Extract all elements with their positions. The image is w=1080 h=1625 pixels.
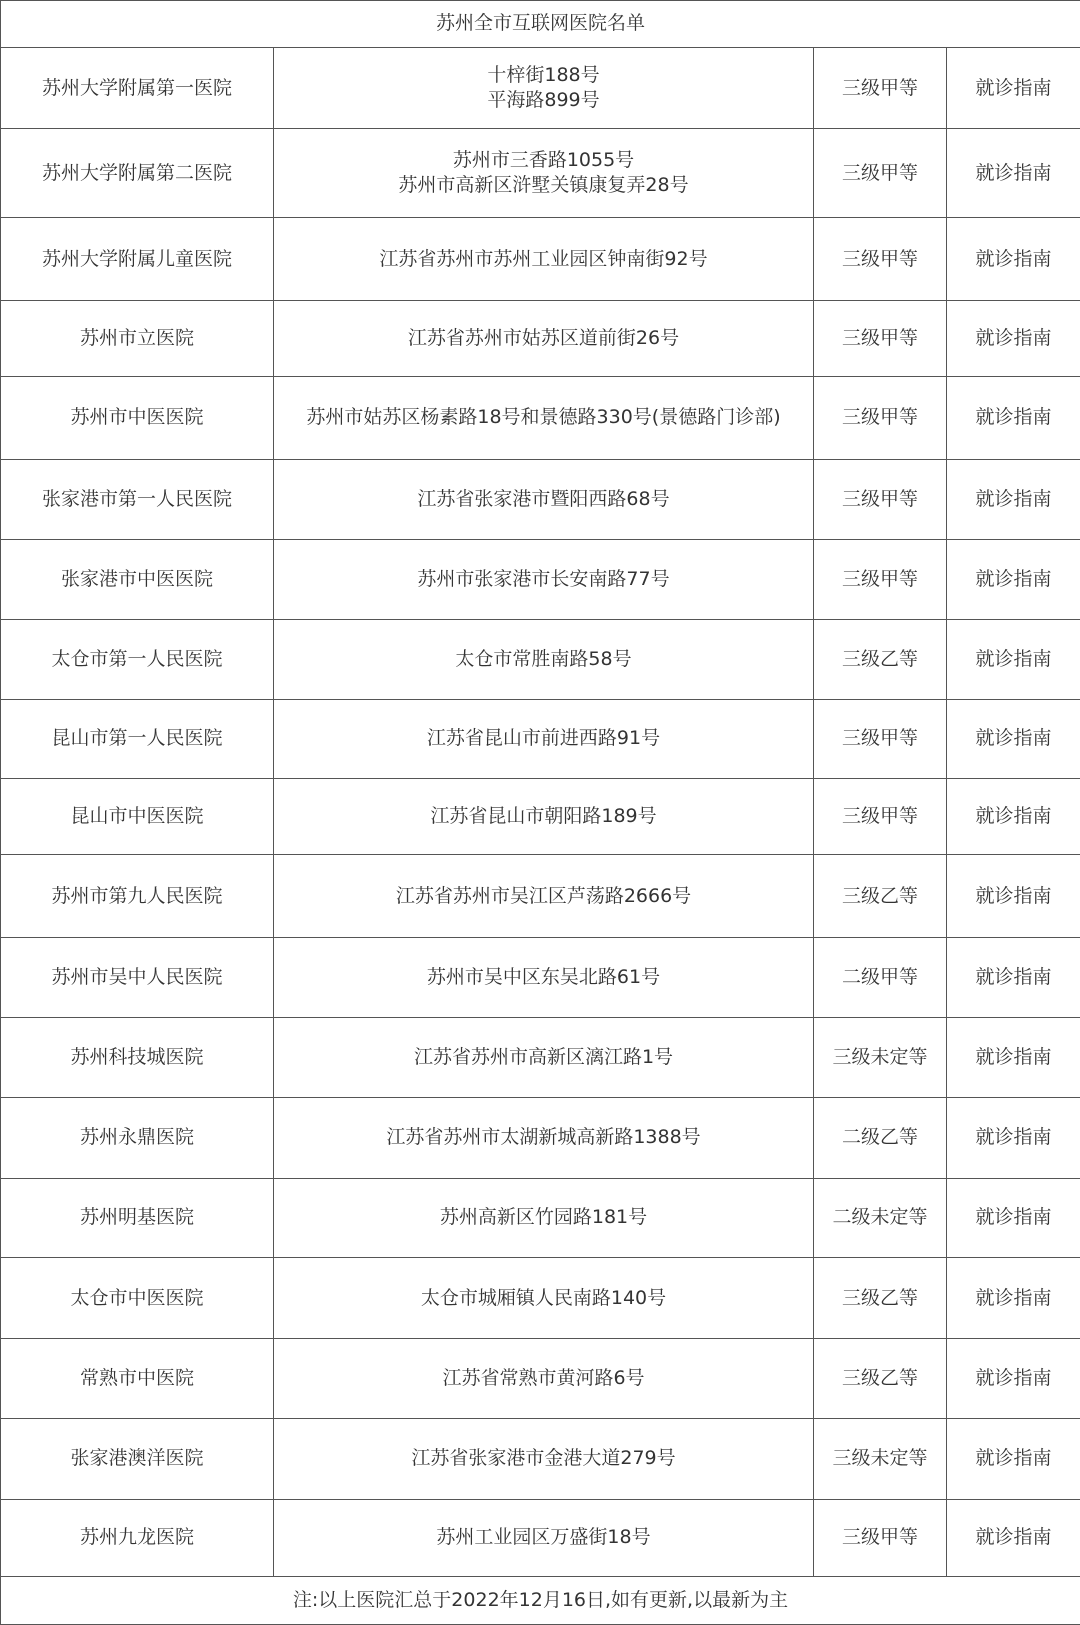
address-line: 苏州市三香路1055号	[452, 149, 635, 172]
hospital-address	[274, 1178, 814, 1258]
hospital-level: 三级甲等	[814, 539, 947, 620]
hospital-name: 昆山市中医医院	[1, 778, 274, 855]
visit-guide-link[interactable]: 就诊指南	[947, 1258, 1080, 1339]
hospital-row	[1, 1499, 1080, 1577]
hospital-level: 三级乙等	[814, 620, 947, 700]
address-line: 太仓市城厢镇人民南路140号	[420, 1286, 667, 1309]
hospital-name: 苏州大学附属儿童医院	[1, 218, 274, 301]
hospital-address	[274, 1339, 814, 1419]
address-line: 太仓市常胜南路58号	[455, 648, 632, 671]
table-title: 苏州全市互联网医院名单	[1, 1, 1080, 48]
hospital-level: 三级未定等	[814, 1418, 947, 1499]
hospital-address	[274, 218, 814, 301]
hospital-level: 二级乙等	[814, 1097, 947, 1178]
hospital-name: 苏州市中医医院	[1, 376, 274, 459]
footer-note: 注:以上医院汇总于2022年12月16日,如有更新,以最新为主	[1, 1577, 1080, 1625]
visit-guide-link[interactable]: 就诊指南	[947, 376, 1080, 459]
address-line: 江苏省苏州市姑苏区道前街26号	[407, 327, 680, 350]
hospital-name: 苏州明基医院	[1, 1178, 274, 1258]
hospital-name: 苏州九龙医院	[1, 1499, 274, 1577]
address-line: 苏州市高新区浒墅关镇康复弄28号	[398, 174, 689, 197]
hospital-row	[1, 1418, 1080, 1499]
hospital-row	[1, 778, 1080, 855]
address-line: 江苏省苏州市高新区漓江路1号	[413, 1045, 674, 1068]
visit-guide-link[interactable]: 就诊指南	[947, 539, 1080, 620]
hospital-name: 张家港市第一人民医院	[1, 459, 274, 539]
hospital-row	[1, 301, 1080, 377]
hospital-level: 三级甲等	[814, 778, 947, 855]
hospital-row	[1, 459, 1080, 539]
address-line: 十梓街188号	[487, 64, 600, 86]
hospital-level: 三级甲等	[814, 376, 947, 459]
hospital-address	[274, 376, 814, 459]
hospital-address	[274, 1097, 814, 1178]
address-line: 江苏省苏州市太湖新城高新路1388号	[386, 1126, 701, 1149]
address-line: 江苏省昆山市前进西路91号	[426, 727, 661, 750]
hospital-address	[274, 301, 814, 377]
hospital-row	[1, 1097, 1080, 1178]
hospital-address	[274, 539, 814, 620]
hospital-row	[1, 129, 1080, 218]
hospital-name: 太仓市中医医院	[1, 1258, 274, 1339]
hospital-name: 张家港澳洋医院	[1, 1418, 274, 1499]
hospital-level: 二级未定等	[814, 1178, 947, 1258]
visit-guide-link[interactable]: 就诊指南	[947, 620, 1080, 700]
hospital-level: 三级甲等	[814, 218, 947, 301]
hospital-row	[1, 1339, 1080, 1419]
address-line: 江苏省张家港市金港大道279号	[411, 1447, 676, 1470]
hospital-name: 苏州市立医院	[1, 301, 274, 377]
table-body	[1, 1, 1080, 1625]
hospital-name: 苏州大学附属第一医院	[1, 47, 274, 129]
hospital-name: 太仓市第一人民医院	[1, 620, 274, 700]
hospital-row	[1, 620, 1080, 700]
footer-row	[1, 1577, 1080, 1625]
hospital-address	[274, 700, 814, 779]
hospital-level: 三级甲等	[814, 459, 947, 539]
hospital-name: 昆山市第一人民医院	[1, 700, 274, 779]
hospital-level: 三级未定等	[814, 1017, 947, 1097]
hospital-row	[1, 376, 1080, 459]
hospital-level: 三级甲等	[814, 301, 947, 377]
visit-guide-link[interactable]: 就诊指南	[947, 938, 1080, 1018]
hospital-name: 苏州永鼎医院	[1, 1097, 274, 1178]
hospital-level: 三级甲等	[814, 129, 947, 218]
hospital-address	[274, 1017, 814, 1097]
hospital-address	[274, 938, 814, 1018]
hospital-row	[1, 539, 1080, 620]
address-line: 江苏省张家港市暨阳西路68号	[417, 487, 670, 510]
visit-guide-link[interactable]: 就诊指南	[947, 855, 1080, 938]
hospital-row	[1, 700, 1080, 779]
table-title-row	[1, 1, 1080, 48]
hospital-row	[1, 855, 1080, 938]
visit-guide-link[interactable]: 就诊指南	[947, 1339, 1080, 1419]
hospital-name: 苏州市吴中人民医院	[1, 938, 274, 1018]
hospital-address	[274, 1258, 814, 1339]
visit-guide-link[interactable]: 就诊指南	[947, 700, 1080, 779]
hospital-name: 常熟市中医院	[1, 1339, 274, 1419]
visit-guide-link[interactable]: 就诊指南	[947, 1017, 1080, 1097]
hospital-name: 张家港市中医医院	[1, 539, 274, 620]
visit-guide-link[interactable]: 就诊指南	[947, 129, 1080, 218]
address-line: 平海路899号	[487, 89, 600, 111]
visit-guide-link[interactable]: 就诊指南	[947, 301, 1080, 377]
address-line: 江苏省昆山市朝阳路189号	[430, 805, 657, 828]
hospital-level: 三级乙等	[814, 855, 947, 938]
hospital-address	[274, 129, 814, 218]
hospital-row	[1, 1017, 1080, 1097]
visit-guide-link[interactable]: 就诊指南	[947, 47, 1080, 129]
address-line: 江苏省苏州市苏州工业园区钟南街92号	[379, 247, 708, 270]
hospital-name: 苏州大学附属第二医院	[1, 129, 274, 218]
visit-guide-link[interactable]: 就诊指南	[947, 1499, 1080, 1577]
hospital-level: 三级乙等	[814, 1339, 947, 1419]
hospital-address	[274, 1418, 814, 1499]
hospital-row	[1, 1178, 1080, 1258]
visit-guide-link[interactable]: 就诊指南	[947, 778, 1080, 855]
hospital-row	[1, 47, 1080, 129]
hospital-name: 苏州市第九人民医院	[1, 855, 274, 938]
address-line: 苏州市姑苏区杨素路18号和景德路330号(景德路门诊部)	[306, 406, 781, 429]
hospital-address	[274, 459, 814, 539]
hospital-level: 三级甲等	[814, 1499, 947, 1577]
visit-guide-link[interactable]: 就诊指南	[947, 1418, 1080, 1499]
address-line: 江苏省常熟市黄河路6号	[442, 1366, 645, 1389]
hospital-level: 二级甲等	[814, 938, 947, 1018]
hospital-address	[274, 1499, 814, 1577]
visit-guide-link[interactable]: 就诊指南	[947, 459, 1080, 539]
hospital-level: 三级甲等	[814, 47, 947, 129]
visit-guide-link[interactable]: 就诊指南	[947, 218, 1080, 301]
hospital-row	[1, 1258, 1080, 1339]
address-line: 江苏省苏州市吴江区芦荡路2666号	[395, 884, 692, 907]
visit-guide-link[interactable]: 就诊指南	[947, 1178, 1080, 1258]
visit-guide-link[interactable]: 就诊指南	[947, 1097, 1080, 1178]
address-line: 苏州工业园区万盛街18号	[436, 1526, 651, 1549]
address-line: 苏州市吴中区东吴北路61号	[426, 966, 661, 989]
hospital-level: 三级甲等	[814, 700, 947, 779]
hospital-address	[274, 620, 814, 700]
hospital-row	[1, 938, 1080, 1018]
address-line: 苏州市张家港市长安南路77号	[417, 567, 670, 590]
hospital-name: 苏州科技城医院	[1, 1017, 274, 1097]
hospital-level: 三级乙等	[814, 1258, 947, 1339]
hospital-row	[1, 218, 1080, 301]
hospital-address	[274, 778, 814, 855]
hospital-address	[274, 855, 814, 938]
address-line: 苏州高新区竹园路181号	[439, 1206, 648, 1229]
hospital-address	[274, 47, 814, 129]
